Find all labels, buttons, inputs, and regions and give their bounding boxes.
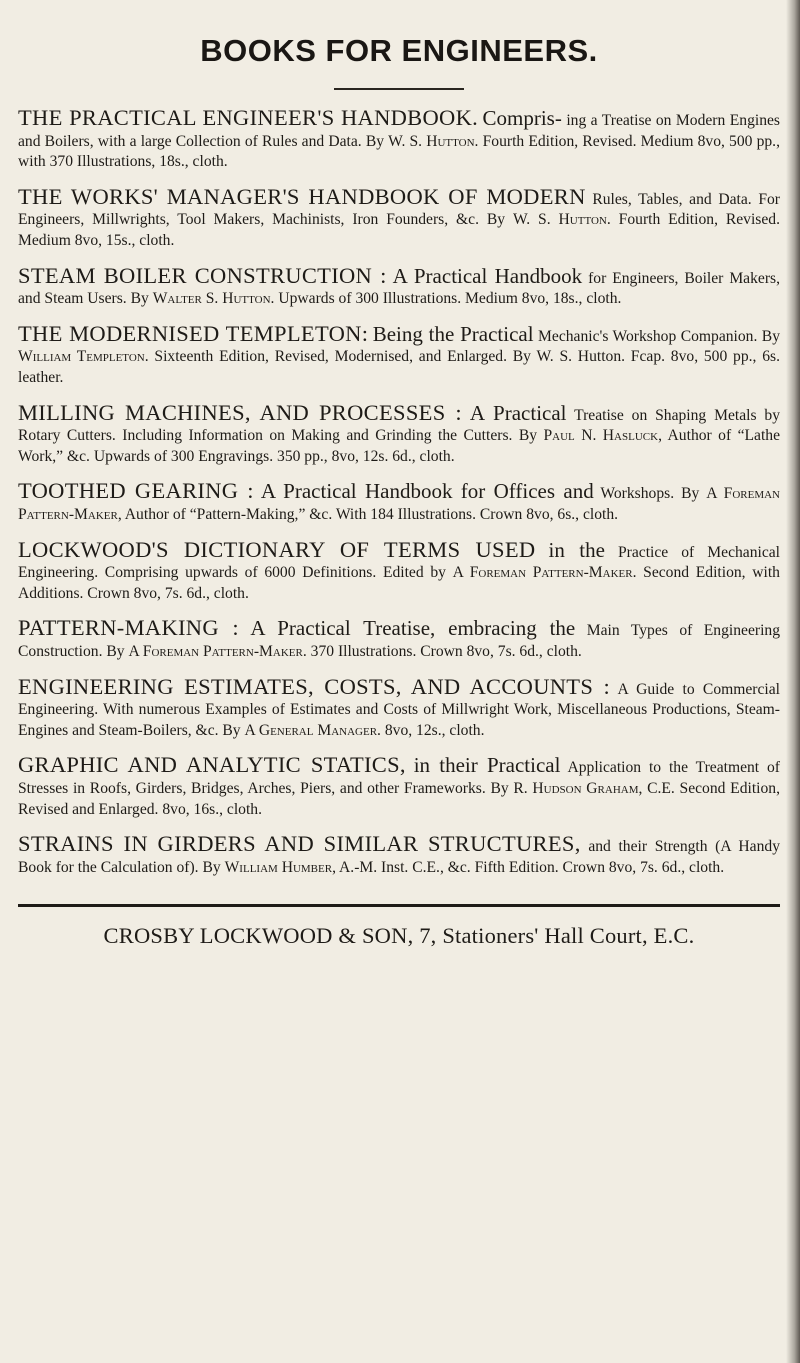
book-description bbox=[18, 673, 780, 742]
book-title: MILLING MACHINES, AND PROCESSES : bbox=[18, 399, 462, 425]
book-title-continuation: A Practical Handbook for Offices and bbox=[260, 479, 594, 504]
book-edition-details: Fourth Edition, Revised. Medium 8vo, 500 pp., with 370 Illustrations, 18s., cloth. bbox=[18, 132, 780, 171]
book-entry bbox=[18, 536, 781, 605]
book-edition-details: Second Edition, Revised and Enlarged. 8vo, 16s., cloth. bbox=[18, 779, 780, 818]
book-author: William Humber, bbox=[224, 858, 336, 876]
book-edition-details: Second Edition, with Additions. Crown 8vo, 7s. 6d., cloth. bbox=[18, 564, 780, 602]
book-edition-details: Fourth Edition, Revised. Medium 8vo, 15s., cloth. bbox=[18, 211, 780, 250]
book-title: ENGINEERING ESTIMATES, COSTS, AND ACCOUNTS : bbox=[18, 673, 611, 699]
book-list bbox=[18, 105, 781, 878]
heading-rule bbox=[334, 88, 464, 90]
page-edge-shadow bbox=[786, 0, 800, 1363]
publisher-imprint: CROSBY LOCKWOOD & SON, 7, Stationers' Hall Court, E.C. bbox=[103, 923, 695, 949]
book-entry bbox=[18, 478, 780, 525]
book-body-text: ing a Treatise on Modern Engines and Boilers, with a large Collection of Rules and Data. By bbox=[18, 112, 780, 150]
book-edition-details: A.-M. Inst. C.E., &c. Fifth Edition. Crown 8vo, 7s. 6d., cloth. bbox=[339, 858, 725, 876]
book-entry bbox=[18, 752, 780, 820]
book-edition-details: Author of “Lathe Work,” &c. Upwards of 300 Engravings. 350 pp., 8vo, 12s. 6d., cloth. bbox=[18, 427, 780, 465]
book-description bbox=[18, 752, 780, 820]
book-title: GRAPHIC AND ANALYTIC STATICS, bbox=[18, 752, 406, 778]
book-title: STEAM BOILER CONSTRUCTION : bbox=[18, 262, 387, 288]
book-author: William Templeton. bbox=[18, 348, 149, 366]
book-title: PATTERN-MAKING : bbox=[18, 615, 239, 641]
book-edition-details: Sixteenth Edition, Revised, Modernised, and Enlarged. By W. S. Hutton. Fcap. 8vo, 500 pp., 6s. leather. bbox=[18, 348, 780, 387]
book-title-continuation: Compris- bbox=[482, 106, 562, 131]
book-title-continuation: in the bbox=[548, 537, 605, 562]
book-description bbox=[18, 183, 780, 252]
book-title: TOOTHED GEARING : bbox=[18, 478, 254, 504]
book-entry bbox=[18, 831, 780, 878]
book-entry bbox=[18, 262, 780, 310]
book-author: A Foreman Pattern-Maker, bbox=[18, 485, 780, 523]
book-edition-details: 8vo, 12s., cloth. bbox=[384, 721, 485, 739]
book-body-text: and their Strength (A Handy Book for the Calculation of). By bbox=[18, 838, 780, 876]
book-author: Paul N. Hasluck, bbox=[543, 427, 662, 445]
book-body-text: Rules, Tables, and Data. For Engineers, Millwrights, Tool Makers, Machinists, Iron Founders, &c. By bbox=[18, 190, 780, 229]
book-description bbox=[18, 615, 780, 662]
book-edition-details: 370 Illustrations. Crown 8vo, 7s. 6d., cloth. bbox=[310, 642, 582, 660]
book-body-text: Treatise on Shaping Metals by Rotary Cutters. Including Information on Making and Grinding the Cutters. By bbox=[18, 406, 780, 445]
book-title-continuation: in their Practical bbox=[413, 753, 561, 778]
book-description bbox=[18, 320, 781, 389]
book-entry bbox=[18, 105, 780, 173]
book-entry bbox=[18, 615, 780, 662]
book-description bbox=[18, 536, 781, 605]
book-edition-details: Upwards of 300 Illustrations. Medium 8vo, 18s., cloth. bbox=[278, 290, 622, 308]
book-author: Walter S. Hutton. bbox=[152, 290, 275, 308]
footer-rule bbox=[18, 904, 780, 907]
book-body-text: Main Types of Engineering Construction. By bbox=[18, 622, 780, 660]
book-entry bbox=[18, 399, 780, 468]
book-body-text: Application to the Treatment of Stresses in Roofs, Girders, Bridges, Arches, Piers, and other Frameworks. By bbox=[18, 759, 780, 797]
book-title: STRAINS IN GIRDERS AND SIMILAR STRUCTURES, bbox=[18, 831, 581, 857]
book-author: W. S. Hutton. bbox=[388, 132, 479, 150]
book-entry bbox=[18, 673, 780, 742]
book-body-text: Practice of Mechanical Engineering. Comprising upwards of 6000 Definitions. Edited by bbox=[18, 543, 781, 582]
book-title: THE WORKS' MANAGER'S HANDBOOK OF MODERN bbox=[18, 183, 586, 209]
book-edition-details: Author of “Pattern-Making,” &c. With 184 Illustrations. Crown 8vo, 6s., cloth. bbox=[124, 506, 619, 523]
book-author: A Foreman Pattern-Maker. bbox=[452, 564, 637, 582]
book-description bbox=[18, 831, 780, 878]
book-description bbox=[18, 105, 780, 173]
book-author: W. S. Hutton. bbox=[512, 211, 611, 229]
book-title-continuation: A Practical bbox=[469, 400, 567, 425]
book-title: LOCKWOOD'S DICTIONARY OF TERMS USED bbox=[18, 536, 536, 562]
book-title-continuation: A Practical Treatise, embracing the bbox=[250, 616, 576, 641]
book-body-text: for Engineers, Boiler Makers, and Steam Users. By bbox=[18, 269, 780, 308]
book-title-continuation: Being the Practical bbox=[372, 321, 534, 346]
book-description bbox=[18, 478, 780, 525]
book-body-text: A Guide to Commercial Engineering. With numerous Examples of Estimates and Costs of Millwright Work, Miscellaneous Productions, Steam-Engines and Steam-Boilers, &c. By bbox=[18, 680, 780, 739]
book-body-text: Mechanic's Workshop Companion. By bbox=[538, 327, 781, 345]
book-title-continuation: A Practical Handbook bbox=[392, 263, 583, 288]
book-author: A General Manager. bbox=[244, 721, 381, 739]
page-heading: BOOKS FOR ENGINEERS. bbox=[200, 33, 598, 68]
book-title: THE MODERNISED TEMPLETON: bbox=[18, 320, 369, 346]
book-description bbox=[18, 399, 780, 468]
book-title: THE PRACTICAL ENGINEER'S HANDBOOK. bbox=[18, 105, 479, 131]
book-description bbox=[18, 262, 780, 310]
book-entry bbox=[18, 320, 781, 389]
book-body-text: Workshops. By bbox=[600, 485, 700, 503]
book-author: R. Hudson Graham, C.E. bbox=[513, 779, 675, 797]
book-entry bbox=[18, 183, 780, 252]
book-author: A Foreman Pattern-Maker. bbox=[128, 642, 307, 660]
